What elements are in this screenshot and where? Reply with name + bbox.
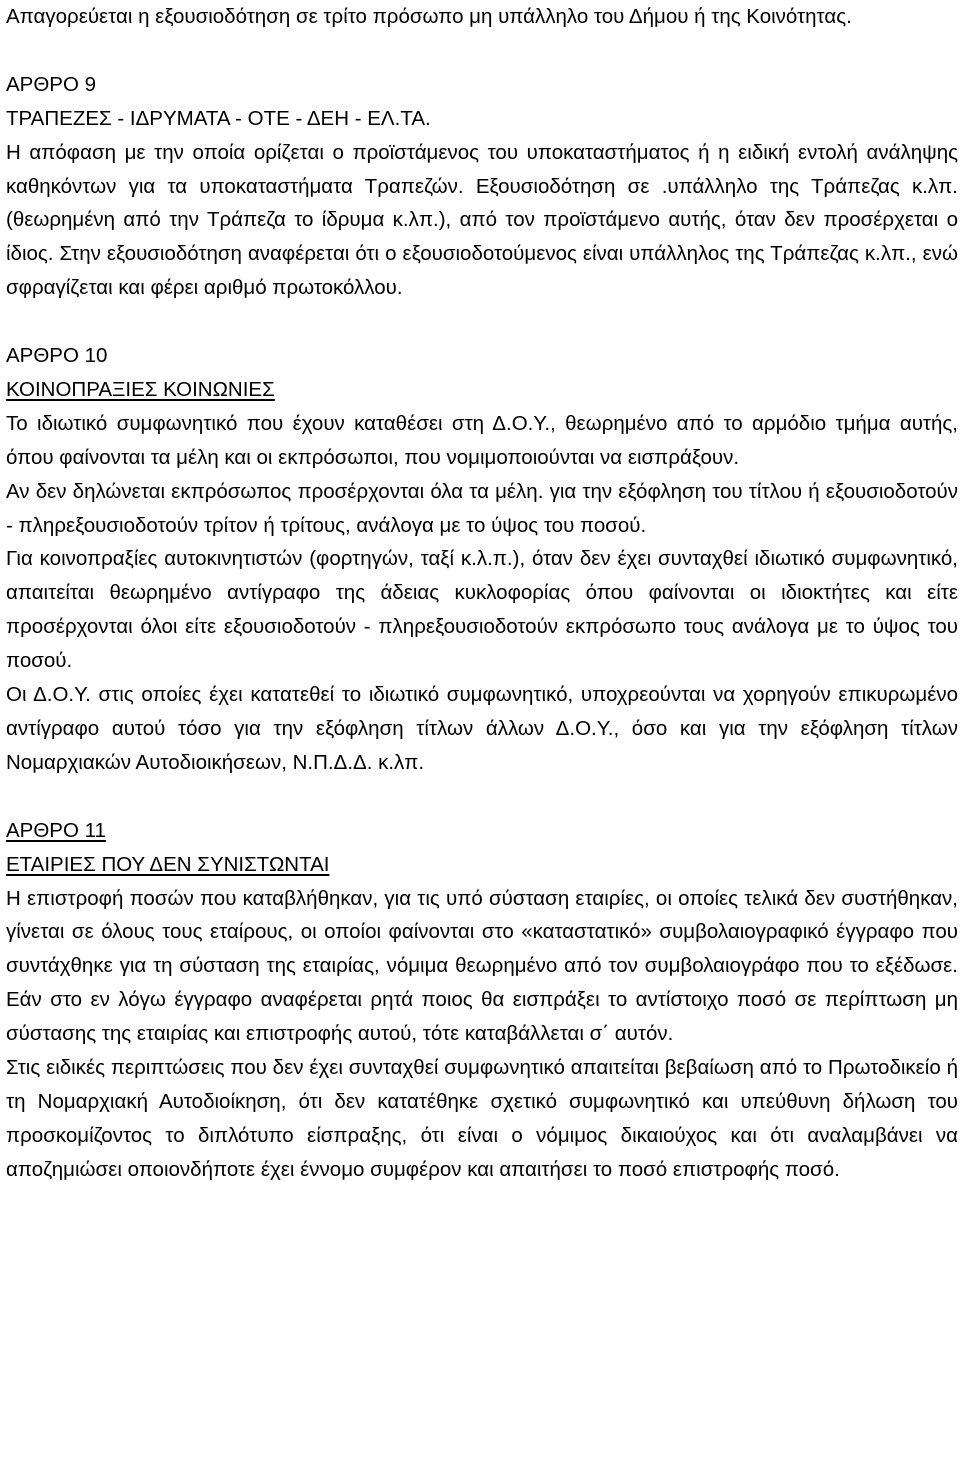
article-11-title: ΕΤΑΙΡΙΕΣ ΠΟΥ ΔΕΝ ΣΥΝΙΣΤΩΝΤΑΙ xyxy=(6,852,330,876)
article-10-paragraph-1: Το ιδιωτικό συμφωνητικό που έχουν καταθέσει στη Δ.Ο.Υ., θεωρημένο από το αρμόδιο τμήμα αυτής, όπου φαίνονται τα μέλη και οι εκπρόσωποι, που νομιμοποιούνται να εισπράξουν. xyxy=(6,411,958,469)
article-10-paragraph-3: Για κοινοπραξίες αυτοκινητιστών (φορτηγών, ταξί κ.λ.π.), όταν δεν έχει συνταχθεί ιδιωτικό συμφωνητικό, απαιτείται θεωρημένο αντίγραφο της άδειας κυκλοφορίας όπου φαίνονται οι ιδιοκτήτες και είτε προσέρχονται όλοι είτε εξουσιοδοτούν - πληρεξουσιοδοτούν εκπρόσωπο τους ανάλογα με το ύψος του ποσού. xyxy=(6,547,958,673)
spacer xyxy=(6,780,958,814)
document-page xyxy=(6,0,958,1187)
article-11-heading: ΑΡΘΡΟ 11 xyxy=(6,818,106,842)
article-11-paragraph-2: Στις ειδικές περιπτώσεις που δεν έχει συνταχθεί συμφωνητικό απαιτείται βεβαίωση από το Πρωτοδικείο ή τη Νομαρχιακή Αυτοδιοίκηση, ότι δεν κατατέθηκε σχετικό συμφωνητικό και υπεύθυνη δήλωση του προσκομίζοντος το διπλότυπο είσπραξης, ότι είναι ο νόμιμος δικαιούχος και ότι αναλαμβάνει να αποζημιώσει οποιονδήποτε έχει έννομο συμφέρον και απαιτήσει το ποσό επιστροφής ποσό. xyxy=(6,1056,958,1181)
article-9-paragraph: Η απόφαση με την οποία ορίζεται ο προϊστάμενος του υποκαταστήματος ή η ειδική εντολή ανάληψης καθηκόντων για τα υποκαταστήματα Τραπεζών. Εξουσιοδότηση σε .υπάλληλο της Τράπεζας κ.λπ. (θεωρημένη από την Τράπεζα το ίδρυμα κ.λπ.), από τον προϊστάμενο αυτής, όταν δεν προσέρχεται ο ίδιος. Στην εξουσιοδότηση αναφέρεται ότι ο εξουσιοδοτούμενος είναι υπάλληλος της Τράπεζας κ.λπ., ενώ σφραγίζεται και φέρει αριθμό πρωτοκόλλου. xyxy=(6,140,958,300)
article-10-paragraph-4: Οι Δ.Ο.Υ. στις οποίες έχει κατατεθεί το ιδιωτικό συμφωνητικό, υποχρεούνται να χορηγούν επικυρωμένο αντίγραφο αυτού τόσο για την εξόφληση τίτλων άλλων Δ.Ο.Υ., όσο και για την εξόφληση τίτλων Νομαρχιακών Αυτοδιοικήσεων, Ν.Π.Δ.Δ. κ.λπ. xyxy=(6,683,958,774)
article-10-paragraph-2: Αν δεν δηλώνεται εκπρόσωπος προσέρχονται όλα τα μέλη. για την εξόφληση του τίτλου ή εξουσιοδοτούν - πληρεξουσιοδοτούν τρίτον ή τρίτους, ανάλογα με το ύψος του ποσού. xyxy=(6,479,958,537)
article-10-title: ΚΟΙΝΟΠΡΑΞΙΕΣ ΚΟΙΝΩΝΙΕΣ xyxy=(6,377,275,401)
article-9-heading: ΑΡΘΡΟ 9 xyxy=(6,72,97,96)
spacer xyxy=(6,34,958,68)
article-10-heading: ΑΡΘΡΟ 10 xyxy=(6,344,108,368)
article-9-title: ΤΡΑΠΕΖΕΣ - ΙΔΡΥΜΑΤΑ - ΟΤΕ - ΔΕΗ - ΕΛ.ΤΑ. xyxy=(6,106,431,130)
intro-paragraph: Απαγορεύεται η εξουσιοδότηση σε τρίτο πρόσωπο μη υπάλληλο του Δήμου ή της Κοινότητας. xyxy=(6,5,852,28)
spacer xyxy=(6,305,958,339)
article-11-paragraph-1: Η επιστροφή ποσών που καταβλήθηκαν, για τις υπό σύσταση εταιρίες, οι οποίες τελικά δεν συστήθηκαν, γίνεται σε όλους τους εταίρους, οι οποίοι φαίνονται στο «καταστατικό» συμβολαιογραφικό έγγραφο που συντάχθηκε για τη σύσταση της εταιρίας, νόμιμα θεωρημένο από τον συμβολαιογράφο που το εξέδωσε. Εάν στο εν λόγω έγγραφο αναφέρεται ρητά ποιος θα εισπράξει το αντίστοιχο ποσό σε περίπτωση μη σύστασης της εταιρίας και επιστροφής αυτού, τότε καταβάλλεται σ΄ αυτόν. xyxy=(6,886,958,1046)
